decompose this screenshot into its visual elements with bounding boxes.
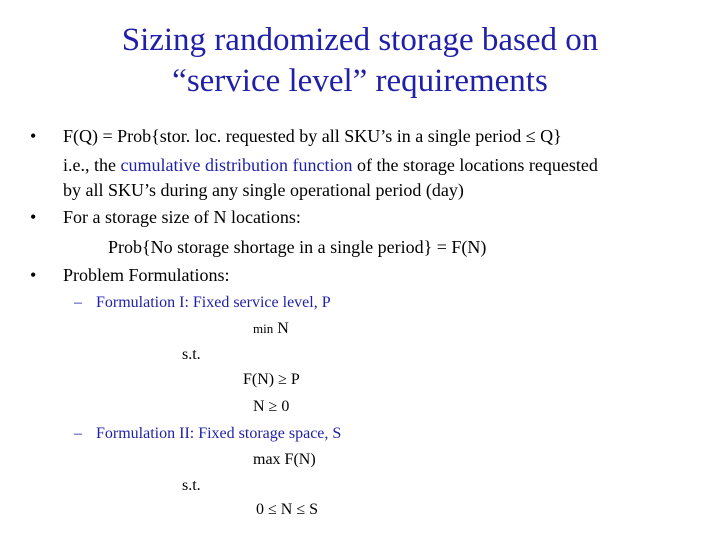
title-line-2: “service level” requirements	[172, 63, 548, 99]
formulation-1-objective	[253, 319, 289, 339]
bullet-dot-2: •	[30, 207, 37, 227]
bullet-1-line-2-prefix: i.e., the	[63, 155, 121, 175]
formulation-2-heading: Formulation II: Fixed storage space, S	[96, 425, 342, 442]
formulation-1-constraint-1: F(N) ≥ P	[243, 371, 300, 388]
formulation-1-heading: Formulation I: Fixed service level, P	[96, 294, 331, 311]
bullet-2-line-2: Prob{No storage shortage in a single period} = F(N)	[108, 237, 487, 257]
bullet-1-line-1: F(Q) = Prob{stor. loc. requested by all SKU’s in a single period ≤ Q}	[63, 126, 562, 146]
formulation-1-dash: –	[74, 294, 82, 311]
formulation-1-objective-var: N	[277, 320, 289, 337]
bullet-2-line-1: For a storage size of N locations:	[63, 207, 301, 227]
bullet-3-line-1: Problem Formulations:	[63, 265, 230, 285]
bullet-1-line-2	[63, 154, 598, 176]
formulation-1-objective-op: min	[253, 321, 274, 336]
bullet-1-line-3: by all SKU’s during any single operational period (day)	[63, 180, 464, 200]
formulation-2-st: s.t.	[182, 477, 201, 494]
bullet-1-line-2-suffix: of the storage locations requested	[352, 155, 598, 175]
formulation-2-dash: –	[74, 425, 82, 442]
slide-title	[60, 20, 660, 102]
formulation-1-st: s.t.	[182, 346, 201, 363]
bullet-dot-1: •	[30, 126, 37, 146]
cdf-highlight: cumulative distribution function	[120, 155, 353, 175]
bullet-dot-3: •	[30, 265, 37, 285]
formulation-1-constraint-2: N ≥ 0	[253, 398, 290, 415]
formulation-2-constraint-1: 0 ≤ N ≤ S	[256, 501, 319, 518]
title-line-1: Sizing randomized storage based on	[121, 22, 599, 58]
formulation-2-objective: max F(N)	[253, 451, 316, 468]
